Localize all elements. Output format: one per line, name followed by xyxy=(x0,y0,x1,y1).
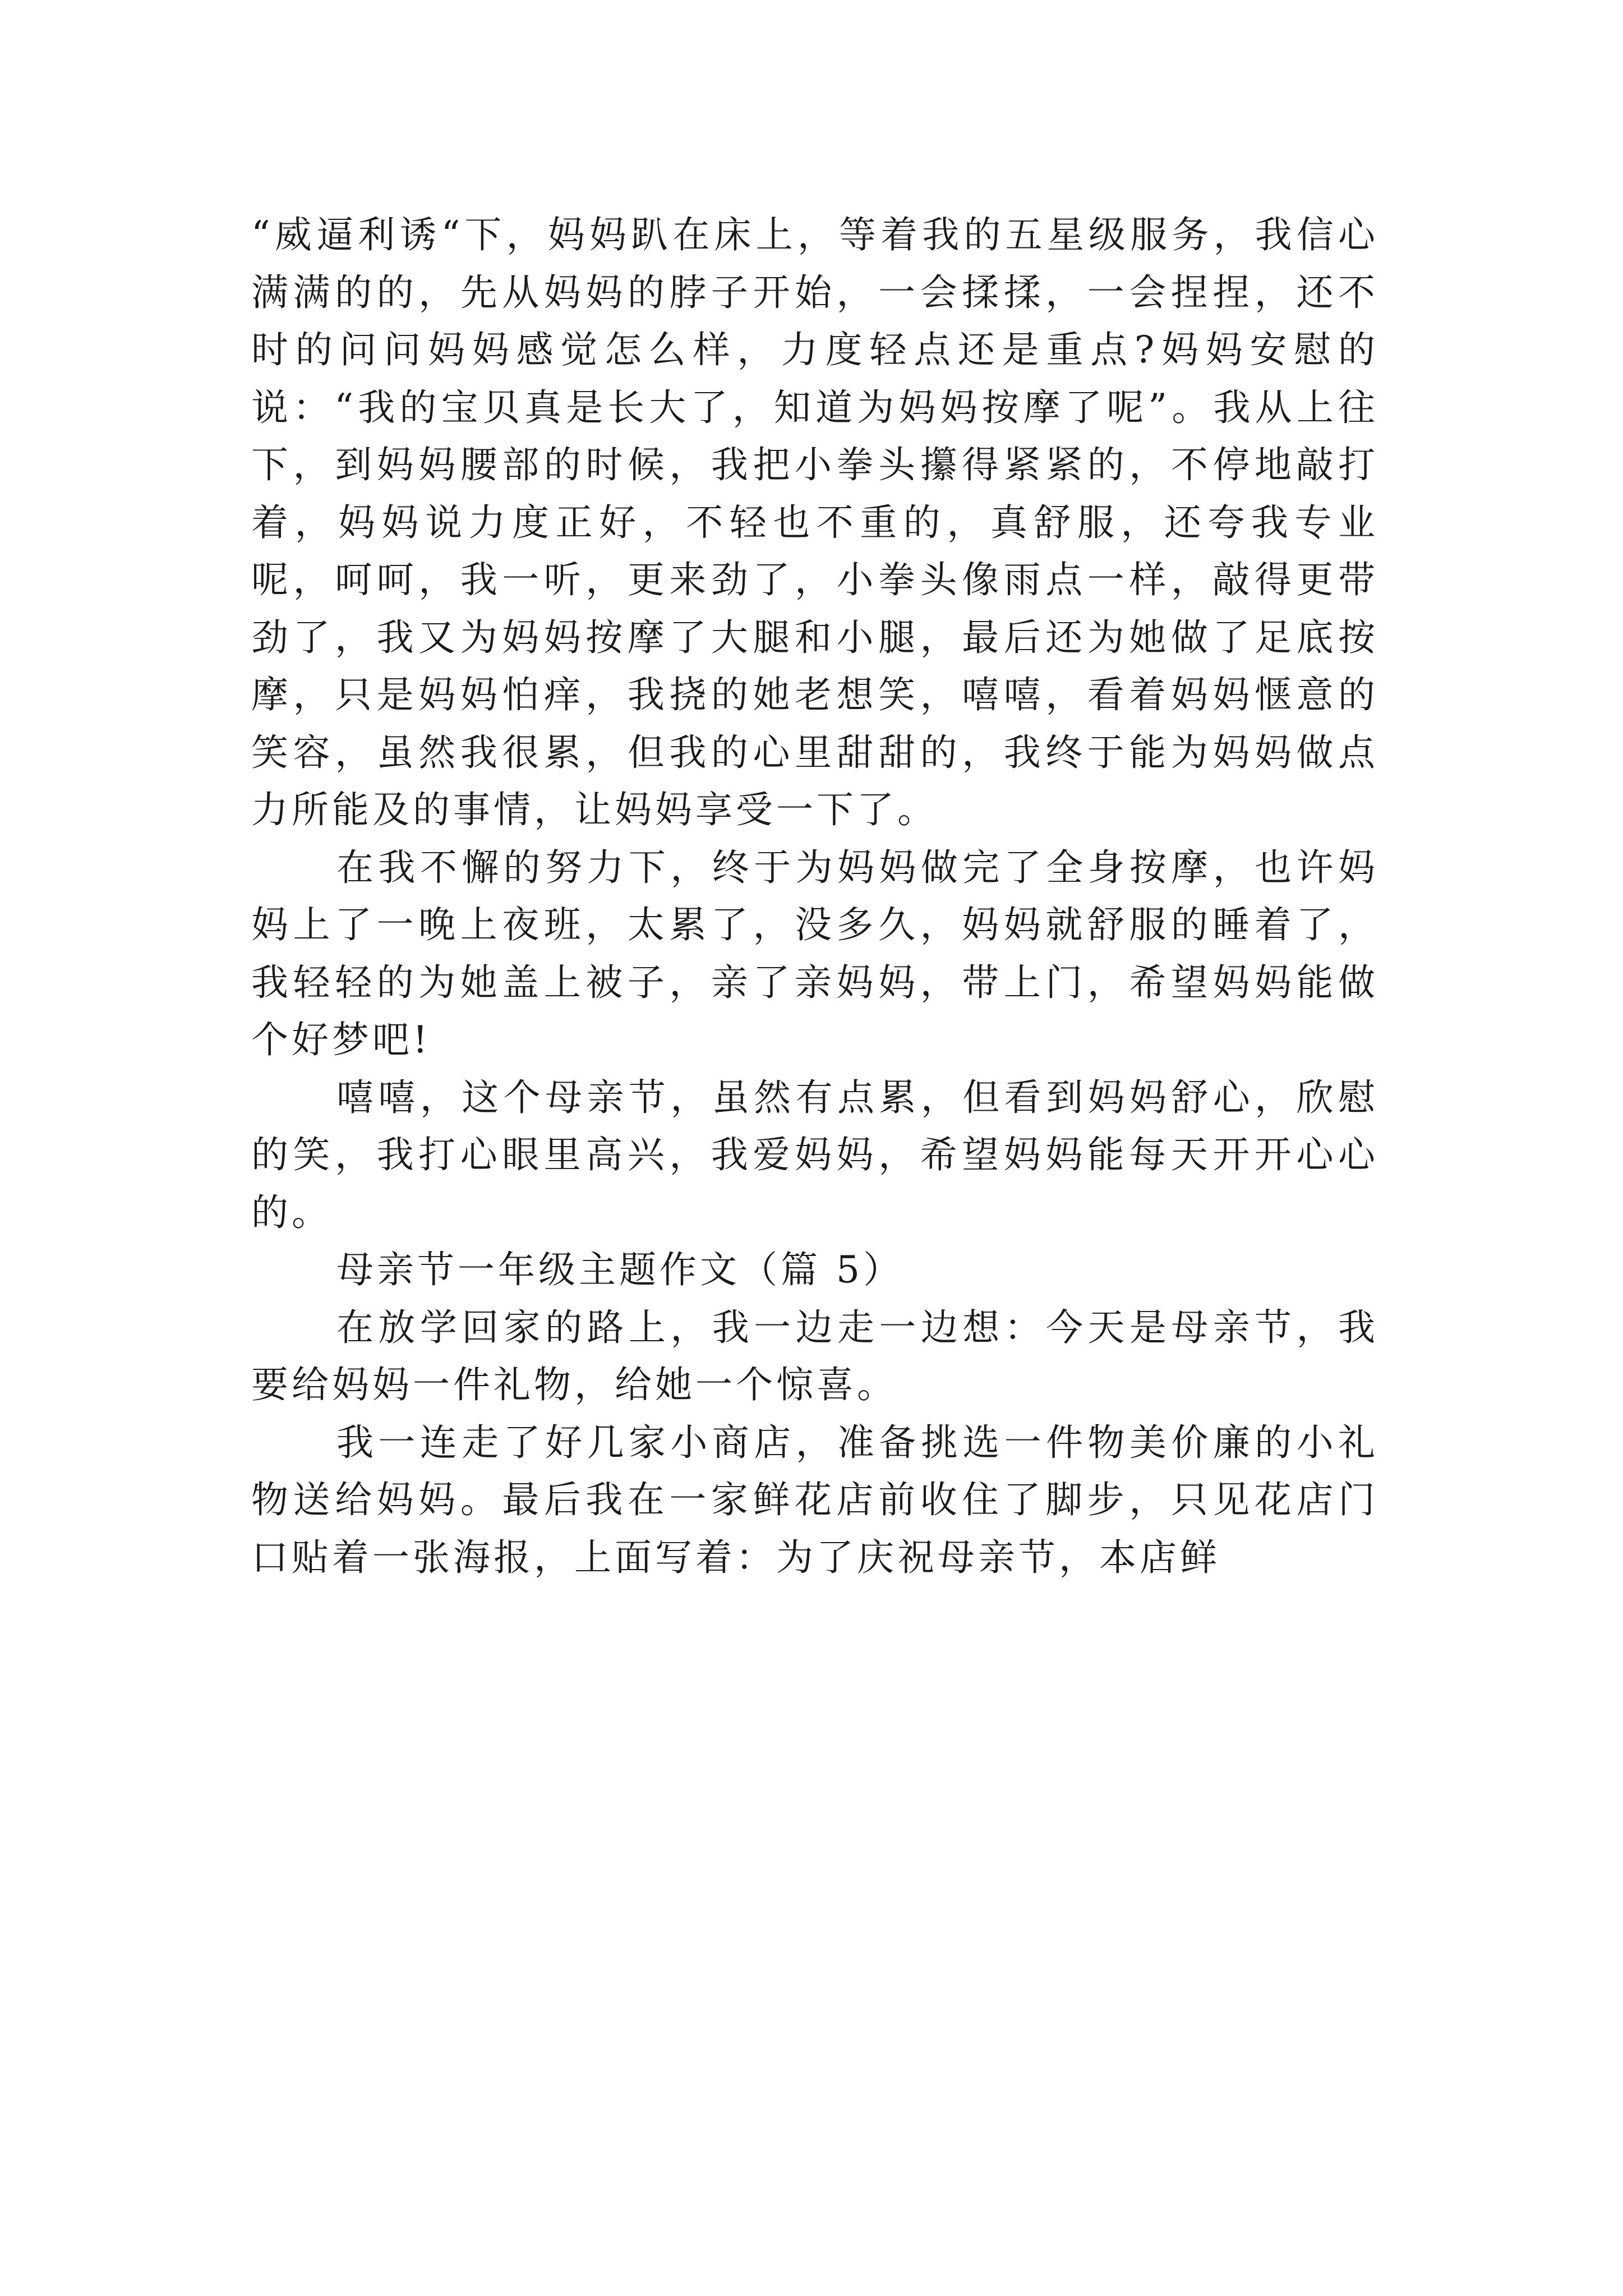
document-body xyxy=(251,206,1378,1586)
paragraph-massage-details: “威逼利诱“下，妈妈趴在床上，等着我的五星级服务，我信心满满的的，先从妈妈的脖子开始，一会揉揉，一会捏捏，还不时的问问妈妈感觉怎么样，力度轻点还是重点?妈妈安慰的说：“我的宝贝真是长大了，知道为妈妈按摩了呢”。我从上往下，到妈妈腰部的时候，我把小拳头攥得紧紧的，不停地敲打着，妈妈说力度正好，不轻也不重的，真舒服，还夸我专业呢，呵呵，我一听，更来劲了，小拳头像雨点一样，敲得更带劲了，我又为妈妈按摩了大腿和小腿，最后还为她做了足底按摩，只是妈妈怕痒，我挠的她老想笑，嘻嘻，看着妈妈惬意的笑容，虽然我很累，但我的心里甜甜的，我终于能为妈妈做点力所能及的事情，让妈妈享受一下了。 xyxy=(251,213,1378,831)
essay-heading-part-5: 母亲节一年级主题作文（篇 5） xyxy=(336,1248,903,1291)
paragraph-mother-asleep: 在我不懈的努力下，终于为妈妈做完了全身按摩，也许妈妈上了一晚上夜班，太累了，没多久，妈妈就舒服的睡着了，我轻轻的为她盖上被子，亲了亲妈妈，带上门，希望妈妈能做个好梦吧! xyxy=(251,845,1378,1061)
paragraph-conclusion: 嘻嘻，这个母亲节，虽然有点累，但看到妈妈舒心，欣慰的笑，我打心眼里高兴，我爱妈妈，希望妈妈能每天开开心心的。 xyxy=(251,1075,1378,1234)
paragraph-flower-shop: 我一连走了好几家小商店，准备挑选一件物美价廉的小礼物送给妈妈。最后我在一家鲜花店前收住了脚步，只见花店门口贴着一张海报，上面写着：为了庆祝母亲节，本店鲜 xyxy=(251,1420,1378,1579)
paragraph-walking-home: 在放学回家的路上，我一边走一边想：今天是母亲节，我要给妈妈一件礼物，给她一个惊喜。 xyxy=(251,1305,1378,1406)
